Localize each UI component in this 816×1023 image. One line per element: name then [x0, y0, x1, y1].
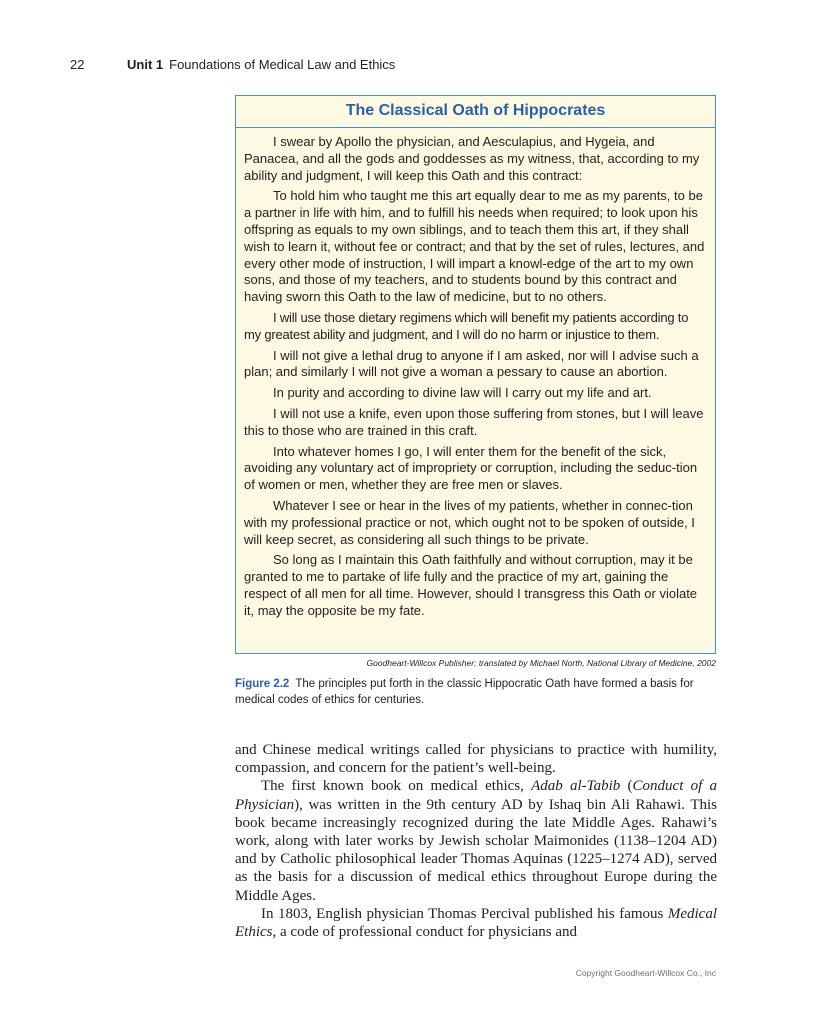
text-run: ( [620, 778, 633, 795]
oath-paragraph: I swear by Apollo the physician, and Aesculapius, and Hygeia, and Panacea, and all the gods and goddesses as my witness, that, according to my ability and judgment, I will keep this Oath and this contract: [244, 134, 700, 183]
text-run: , a code of professional conduct for physicians and [272, 924, 577, 941]
oath-paragraph: Into whatever homes I go, I will enter them for the benefit of the sick, avoiding any voluntary act of impropriety or corruption, including the seduc-tion of women or men, whether they are free men or slaves. [244, 443, 698, 493]
copyright-footer: Copyright Goodheart-Willcox Co., Inc [575, 968, 716, 978]
unit-label: Unit 1 [127, 57, 164, 72]
oath-paragraph: I will use those dietary regimens which will benefit my patients according to my greatest ability and judgment, and I will do no harm or injustice to them. [244, 309, 689, 342]
oath-paragraph: To hold him who taught me this art equally dear to me as my parents, to be a partner in life with him, and to fulfill his needs when required; to look upon his offspring as equals to my own siblings, and to teach them this art, if they shall wish to learn it, without fee or contract; and that by the set of rules, lectures, and every other mode of instruction, I will impart a knowl-edge of the art to my own sons, and those of my teachers, and to students bound by this contract and having sworn this Oath to the law of medicine, but to no others. [244, 188, 705, 305]
figure-caption [235, 677, 717, 708]
oath-credit: Goodheart-Willcox Publisher; translated by Michael North, National Library of Medicine, 2002 [366, 658, 716, 668]
body-paragraph [235, 777, 717, 904]
body-text [235, 741, 717, 941]
book-title: Conduct of a Physician [235, 778, 717, 813]
oath-paragraph: So long as I maintain this Oath faithfully and without corruption, may it be granted to me to partake of life fully and the practice of my art, gaining the respect of all men for all time. However, should I transgress this Oath or violate it, may the opposite be my fate. [244, 552, 698, 618]
oath-title: The Classical Oath of Hippocrates [236, 96, 715, 128]
book-title: Adab al-Tabib [531, 778, 621, 795]
page-number: 22 [70, 57, 85, 72]
figure-label: Figure 2.2 [235, 678, 290, 690]
book-title: Medical Ethics [235, 905, 717, 941]
oath-body [236, 128, 715, 620]
text-run: In 1803, English physician Thomas Percival published his famous [261, 905, 668, 922]
figure-caption-text: The principles put forth in the classic Hippocratic Oath have formed a basis for medical codes of ethics for centuries. [235, 678, 694, 706]
text-run: The first known book on medical ethics, [261, 778, 532, 795]
oath-paragraph: I will not use a knife, even upon those suffering from stones, but I will leave this to those who are trained in this craft. [244, 405, 704, 438]
oath-box [235, 95, 716, 654]
oath-paragraph: I will not give a lethal drug to anyone if I am asked, nor will I advise such a plan; and similarly I will not give a woman a pessary to cause an abortion. [244, 347, 699, 380]
unit-title: Foundations of Medical Law and Ethics [169, 57, 396, 72]
body-paragraph: and Chinese medical writings called for physicians to practice with humility, compassion, and concern for the patient’s well-being. [235, 742, 717, 777]
oath-paragraph: In purity and according to divine law will I carry out my life and art. [273, 385, 652, 401]
oath-paragraph: Whatever I see or hear in the lives of my patients, whether in connec-tion with my professional practice or not, which ought not to be spoken of outside, I will keep secret, as considering all such things to be private. [244, 497, 695, 547]
text-run: ), was written in the 9th century AD by Ishaq bin Ali Rahawi. This book became increasingly recognized during the late Middle Ages. Rahawi’s work, along with later works by Jewish scholar Maimonides (1138–1204 AD) and by Catholic philosophical leader Thomas Aquinas (1225–1274 AD), served as the basis for a discussion of medical ethics throughout Europe during the Middle Ages. [235, 796, 717, 904]
running-header [70, 57, 395, 72]
body-paragraph [235, 905, 717, 941]
